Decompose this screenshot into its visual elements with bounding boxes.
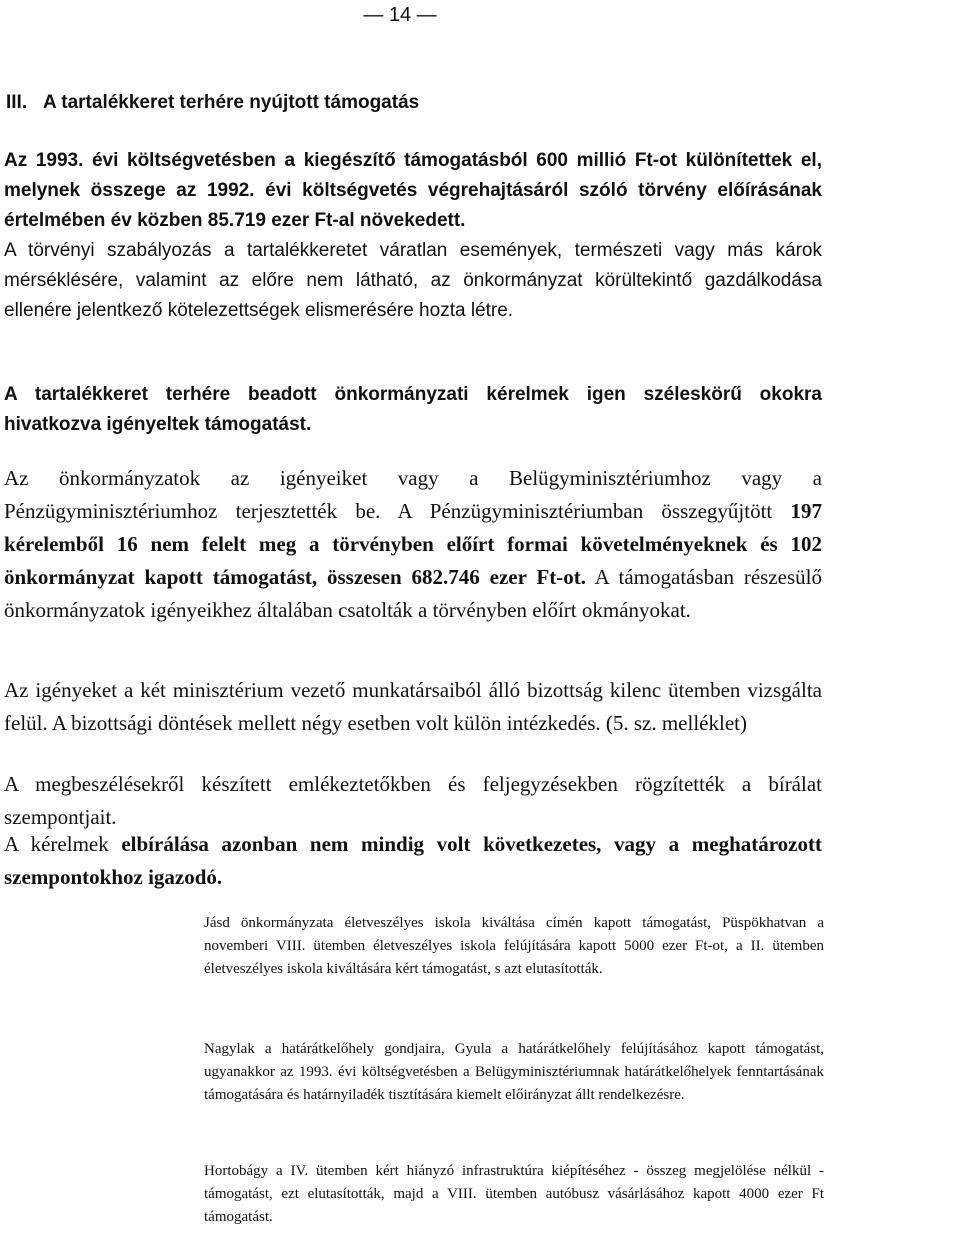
paragraph-4-part-c: A támogatásban részesülő önkormányzatok igényeikhez általában csatolták a törvényben előírt okmányokat.	[4, 565, 822, 622]
note-2	[204, 1038, 824, 1107]
paragraph-2	[4, 236, 822, 326]
note-2-text: Nagylak a határátkelőhely gondjaira, Gyula a határátkelőhely felújításához kapott támogatást, ugyanakkor az 1993. évi költségvetésben a Belügyminisztériumnak határátkelőhelyek fenntartásának támogatására és határnyiladék tisztítására kiemelt előirányzat állt rendelkezésre.	[204, 1041, 824, 1103]
paragraph-3-text	[4, 380, 822, 440]
paragraph-7-part-a: A kérelmek	[4, 832, 122, 856]
note-1-text: Jásd önkormányzata életveszélyes iskola kiváltása címén kapott támogatást, Püspökhatvan a novemberi VIII. ütemben életveszélyes iskola felújítására kapott 5000 ezer Ft-ot, a II. ütemben életveszélyes iskola kiváltására kért támogatást, s azt elutasították.	[204, 915, 824, 977]
paragraph-3	[4, 380, 822, 440]
paragraph-6	[4, 768, 822, 834]
paragraph-7	[4, 828, 822, 894]
paragraph-7-part-b: elbírálása azonban nem mindig volt következetes, vagy a meghatározott szempontokhoz igazodó.	[4, 832, 822, 889]
page-number: — 14 —	[363, 4, 437, 26]
section-number: III.	[6, 92, 28, 113]
paragraph-5-text: Az igényeket a két minisztérium vezető munkatársaiból álló bizottság kilenc ütemben vizsgálta felül. A bizottsági döntések mellett négy esetben volt külön intézkedés. (5. sz. melléklet)	[4, 678, 822, 735]
paragraph-6-text: A megbeszélésekről készített emlékeztetőkben és feljegyzésekben rögzítették a bírálat szempontjait.	[4, 772, 822, 829]
paragraph-4-part-a: Az önkormányzatok az igényeiket vagy a Belügyminisztériumhoz vagy a Pénzügyminisztériumhoz terjesztették be. A Pénzügyminisztériumban összegyűjtött	[4, 466, 822, 523]
note-1	[204, 912, 824, 981]
note-3-text: Hortobágy a IV. ütemben kért hiányzó infrastruktúra kiépítéséhez - összeg megjelölése nélkül - támogatást, ezt elutasították, majd a VIII. ütemben autóbusz vásárlásához kapott 4000 ezer Ft támogatást.	[204, 1163, 824, 1225]
note-3	[204, 1160, 824, 1229]
paragraph-4	[4, 462, 822, 627]
paragraph-3-text-inner: A tartalékkeret terhére beadott önkormányzati kérelmek igen széleskörű okokra hivatkozva igényeltek támogatást.	[4, 384, 822, 435]
paragraph-4-text	[4, 462, 822, 627]
paragraph-4-part-b: 197 kérelemből 16 nem felelt meg a törvényben előírt formai követelményeknek és 102 önkormányzat kapott támogatást, összesen 682.746 ezer Ft-ot.	[4, 499, 822, 589]
section-heading	[6, 92, 906, 114]
paragraph-7-text	[4, 828, 822, 894]
paragraph-2-text: A törvényi szabályozás a tartalékkeretet váratlan események, természeti vagy más károk mérséklésére, valamint az előre nem látható, az önkormányzat körültekintő gazdálkodása ellenére jelentkező kötelezettségek elismerésére hozta létre.	[4, 240, 822, 321]
section-title: A tartalékkeret terhére nyújtott támogatás	[42, 92, 420, 113]
paragraph-1-text: Az 1993. évi költségvetésben a kiegészítő támogatásból 600 millió Ft-ot különítettek el, melynek összege az 1992. évi költségvetés végrehajtásáról szóló törvény előírásának értelmében év közben 85.719 ezer Ft-al növekedett.	[4, 150, 822, 231]
paragraph-1	[4, 146, 822, 236]
paragraph-5	[4, 674, 822, 740]
